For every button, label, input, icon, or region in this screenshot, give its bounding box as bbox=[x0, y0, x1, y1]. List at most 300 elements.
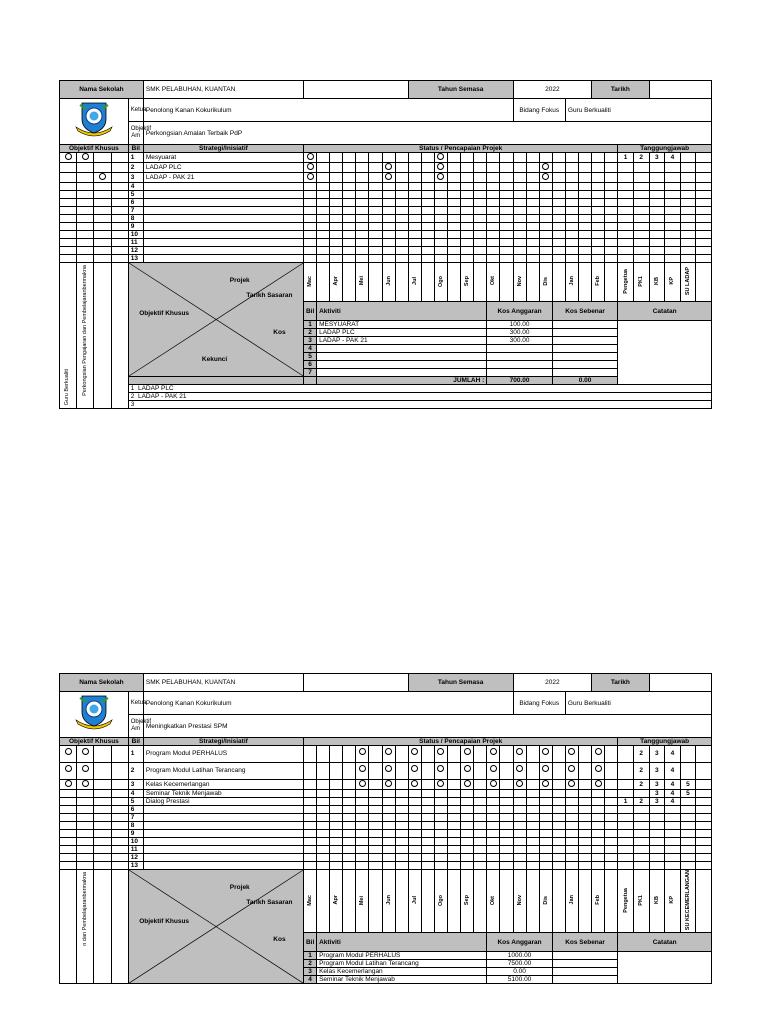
status-cell bbox=[565, 862, 578, 870]
status-cell bbox=[539, 746, 552, 763]
status-cell bbox=[592, 790, 605, 798]
responsibility-cell bbox=[618, 183, 634, 191]
strategy-cell: LADAP PLC bbox=[143, 163, 303, 173]
objective-cell bbox=[60, 215, 77, 223]
responsibility-cell bbox=[680, 191, 696, 199]
status-cell bbox=[565, 790, 578, 798]
objective-cell bbox=[60, 838, 77, 846]
status-cell bbox=[539, 854, 552, 862]
objective-cell bbox=[77, 215, 94, 223]
status-cell bbox=[356, 838, 369, 846]
responsibility-cell bbox=[696, 191, 712, 199]
status-cell bbox=[474, 199, 487, 207]
responsibility-cell bbox=[618, 191, 634, 199]
status-cell bbox=[539, 153, 552, 163]
status-cell bbox=[565, 153, 578, 163]
responsibility-cell bbox=[680, 239, 696, 247]
objektif-am-label: Objektif Am bbox=[128, 715, 143, 738]
strategy-row bbox=[60, 173, 712, 183]
objective-cell bbox=[77, 173, 94, 183]
responsibility-cell bbox=[680, 822, 696, 830]
objective-cell bbox=[60, 247, 77, 255]
bil-cell: 4 bbox=[128, 183, 143, 191]
status-cell bbox=[317, 231, 330, 239]
status-cell bbox=[382, 173, 395, 183]
status-circle-icon bbox=[542, 748, 549, 755]
status-cell bbox=[539, 183, 552, 191]
strategy-row bbox=[60, 862, 712, 870]
month-label: Sep bbox=[464, 275, 471, 287]
status-cell bbox=[578, 806, 591, 814]
status-cell bbox=[539, 862, 552, 870]
status-cell bbox=[317, 239, 330, 247]
bottom-item: 2 LADAP - PAK 21 bbox=[128, 393, 711, 401]
status-cell bbox=[487, 822, 500, 830]
status-cell bbox=[330, 806, 343, 814]
objective-cell bbox=[60, 846, 77, 854]
activity-cost-budget: 0.00 bbox=[487, 968, 553, 976]
status-cell bbox=[526, 790, 539, 798]
objective-cell bbox=[111, 798, 128, 806]
status-circle-icon bbox=[516, 765, 523, 772]
status-cell bbox=[395, 790, 408, 798]
responsibility-cell bbox=[696, 223, 712, 231]
responsibility-cell bbox=[633, 173, 649, 183]
status-cell bbox=[395, 838, 408, 846]
responsibility-cell: 2 bbox=[633, 763, 649, 780]
status-cell bbox=[330, 830, 343, 838]
status-cell bbox=[539, 790, 552, 798]
status-cell bbox=[487, 806, 500, 814]
status-cell bbox=[565, 183, 578, 191]
objektif-am-value: Meningkatkan Prestasi SPM bbox=[143, 715, 711, 738]
responsibility-cell bbox=[633, 163, 649, 173]
responsibility-cell: 3 bbox=[649, 780, 665, 790]
status-cell bbox=[605, 790, 618, 798]
status-circle-icon bbox=[307, 173, 314, 180]
status-cell bbox=[382, 215, 395, 223]
responsibility-cell bbox=[633, 830, 649, 838]
responsibility-cell: 3 bbox=[649, 153, 665, 163]
status-cell bbox=[434, 239, 447, 247]
responsibility-cell bbox=[633, 255, 649, 263]
status-cell bbox=[565, 191, 578, 199]
objective-cell bbox=[111, 806, 128, 814]
status-cell bbox=[592, 746, 605, 763]
responsibility-role: KP bbox=[669, 277, 676, 285]
status-cell bbox=[565, 163, 578, 173]
status-cell bbox=[421, 183, 434, 191]
activity-number: 2 bbox=[303, 960, 316, 968]
status-cell bbox=[421, 255, 434, 263]
status-cell bbox=[461, 790, 474, 798]
status-cell bbox=[356, 199, 369, 207]
status-cell bbox=[369, 255, 382, 263]
status-cell bbox=[448, 163, 461, 173]
aktiviti-header: Aktiviti bbox=[317, 933, 487, 952]
status-cell bbox=[605, 763, 618, 780]
responsibility-cell bbox=[665, 183, 681, 191]
status-cell bbox=[382, 183, 395, 191]
strategy-cell: Program Modul PERHALUS bbox=[143, 746, 303, 763]
status-cell bbox=[395, 846, 408, 854]
responsibility-cell bbox=[649, 173, 665, 183]
status-cell bbox=[369, 822, 382, 830]
objective-cell bbox=[94, 215, 111, 223]
status-cell bbox=[434, 223, 447, 231]
status-cell bbox=[487, 790, 500, 798]
objective-cell bbox=[60, 255, 77, 263]
responsibility-cell bbox=[665, 814, 681, 822]
status-cell bbox=[474, 846, 487, 854]
status-cell bbox=[382, 838, 395, 846]
status-cell bbox=[395, 223, 408, 231]
strategy-row bbox=[60, 830, 712, 838]
diagram-lines bbox=[129, 870, 303, 983]
bil-cell: 10 bbox=[128, 838, 143, 846]
status-cell bbox=[421, 830, 434, 838]
objective-cell bbox=[77, 153, 94, 163]
status-cell bbox=[356, 854, 369, 862]
status-cell bbox=[448, 191, 461, 199]
strategy-row bbox=[60, 780, 712, 790]
status-cell bbox=[448, 830, 461, 838]
responsibility-cell bbox=[618, 239, 634, 247]
strategy-row bbox=[60, 798, 712, 806]
activity-cost-budget: 7500.00 bbox=[487, 960, 553, 968]
status-cell bbox=[369, 223, 382, 231]
objective-cell bbox=[94, 255, 111, 263]
strategy-cell bbox=[143, 207, 303, 215]
responsibility-cell bbox=[649, 207, 665, 215]
responsibility-cell bbox=[649, 239, 665, 247]
bil-header: Bil bbox=[128, 738, 143, 746]
responsibility-cell bbox=[665, 247, 681, 255]
objective-cell bbox=[111, 763, 128, 780]
status-cell bbox=[303, 790, 316, 798]
activity-number: 3 bbox=[303, 968, 316, 976]
status-cell bbox=[605, 854, 618, 862]
status-circle-icon bbox=[437, 173, 444, 180]
status-cell bbox=[578, 183, 591, 191]
objective-circle-icon bbox=[65, 765, 72, 772]
responsibility-cell bbox=[665, 255, 681, 263]
strategy-cell bbox=[143, 838, 303, 846]
objective-cell bbox=[111, 199, 128, 207]
status-cell bbox=[539, 239, 552, 247]
status-circle-icon bbox=[595, 765, 602, 772]
status-cell bbox=[565, 215, 578, 223]
bil-cell: 7 bbox=[128, 207, 143, 215]
activity-cost-actual bbox=[552, 361, 618, 369]
month-label: Nov bbox=[516, 894, 523, 906]
status-cell bbox=[343, 255, 356, 263]
strategy-row bbox=[60, 223, 712, 231]
status-cell bbox=[408, 806, 421, 814]
ketua-value: Penolong Kanan Kokurikulum bbox=[143, 99, 513, 122]
status-cell bbox=[487, 153, 500, 163]
objective-cell bbox=[60, 830, 77, 838]
responsibility-cell: 5 bbox=[680, 780, 696, 790]
month-label: Feb bbox=[595, 895, 602, 905]
status-circle-icon bbox=[595, 748, 602, 755]
bottom-row bbox=[60, 385, 712, 393]
responsibility-cell bbox=[680, 215, 696, 223]
status-cell bbox=[330, 199, 343, 207]
status-header: Status / Pencapaian Projek bbox=[303, 738, 617, 746]
objektif-khusus-header: Objektif Khusus bbox=[60, 738, 129, 746]
responsibility-cell bbox=[633, 191, 649, 199]
activity-cost-budget: 100.00 bbox=[487, 321, 553, 329]
status-cell bbox=[592, 830, 605, 838]
status-cell bbox=[539, 255, 552, 263]
status-cell bbox=[474, 255, 487, 263]
objective-circle-icon bbox=[65, 780, 72, 787]
status-cell bbox=[330, 798, 343, 806]
bil-cell: 11 bbox=[128, 846, 143, 854]
bil-header: Bil bbox=[128, 145, 143, 153]
objective-cell bbox=[111, 862, 128, 870]
status-cell bbox=[592, 780, 605, 790]
status-cell bbox=[461, 746, 474, 763]
bil-cell: 4 bbox=[128, 790, 143, 798]
objective-cell bbox=[60, 231, 77, 239]
objective-cell bbox=[77, 239, 94, 247]
status-cell bbox=[421, 199, 434, 207]
status-cell bbox=[343, 173, 356, 183]
responsibility-cell bbox=[649, 822, 665, 830]
responsibility-cell bbox=[680, 814, 696, 822]
responsibility-cell bbox=[696, 780, 712, 790]
status-cell bbox=[605, 223, 618, 231]
status-cell bbox=[500, 854, 513, 862]
status-cell bbox=[552, 207, 565, 215]
school-crest-icon bbox=[72, 692, 116, 730]
status-cell bbox=[461, 846, 474, 854]
status-cell bbox=[343, 153, 356, 163]
status-cell bbox=[526, 814, 539, 822]
status-cell bbox=[500, 763, 513, 780]
status-cell bbox=[303, 207, 316, 215]
status-cell bbox=[461, 806, 474, 814]
objective-cell bbox=[60, 798, 77, 806]
status-cell bbox=[330, 763, 343, 780]
bil-cell: 5 bbox=[128, 798, 143, 806]
objective-cell bbox=[111, 814, 128, 822]
month-label: Jan bbox=[568, 276, 575, 286]
objective-cell bbox=[111, 191, 128, 199]
status-cell bbox=[605, 239, 618, 247]
status-cell bbox=[448, 173, 461, 183]
status-cell bbox=[408, 790, 421, 798]
status-cell bbox=[434, 255, 447, 263]
status-cell bbox=[461, 153, 474, 163]
objective-circle-icon bbox=[65, 153, 72, 160]
objective-cell bbox=[60, 239, 77, 247]
objective-cell bbox=[60, 814, 77, 822]
status-cell bbox=[448, 153, 461, 163]
strategy-cell bbox=[143, 822, 303, 830]
status-cell bbox=[356, 153, 369, 163]
status-cell bbox=[421, 191, 434, 199]
strategy-row bbox=[60, 763, 712, 780]
status-cell bbox=[343, 830, 356, 838]
kos-label: Kos bbox=[273, 328, 286, 336]
status-cell bbox=[330, 846, 343, 854]
status-cell bbox=[578, 790, 591, 798]
status-cell bbox=[382, 247, 395, 255]
status-cell bbox=[448, 746, 461, 763]
objective-cell bbox=[111, 215, 128, 223]
activity-cost-actual bbox=[552, 960, 618, 968]
status-circle-icon bbox=[490, 765, 497, 772]
status-cell bbox=[605, 814, 618, 822]
status-cell bbox=[500, 223, 513, 231]
objective-cell bbox=[94, 163, 111, 173]
status-cell bbox=[408, 763, 421, 780]
activity-cost-actual bbox=[552, 321, 618, 329]
bottom-item: 1 LADAP PLC bbox=[128, 385, 711, 393]
status-cell bbox=[474, 215, 487, 223]
status-cell bbox=[434, 806, 447, 814]
responsibility-cell bbox=[696, 173, 712, 183]
status-cell bbox=[408, 163, 421, 173]
status-cell bbox=[343, 746, 356, 763]
status-cell bbox=[382, 199, 395, 207]
status-cell bbox=[408, 231, 421, 239]
status-cell bbox=[395, 798, 408, 806]
status-cell bbox=[500, 183, 513, 191]
status-cell bbox=[461, 255, 474, 263]
strategy-cell bbox=[143, 247, 303, 255]
status-cell bbox=[552, 153, 565, 163]
objective-cell bbox=[60, 854, 77, 862]
status-cell bbox=[513, 798, 526, 806]
responsibility-cell bbox=[680, 862, 696, 870]
tarikh-label: Tarikh bbox=[592, 81, 649, 99]
nama-sekolah-label: Nama Sekolah bbox=[60, 674, 144, 692]
status-cell bbox=[487, 814, 500, 822]
status-cell bbox=[565, 223, 578, 231]
status-cell bbox=[592, 191, 605, 199]
responsibility-cell bbox=[618, 231, 634, 239]
responsibility-cell bbox=[680, 838, 696, 846]
status-circle-icon bbox=[437, 153, 444, 160]
activity-number: 6 bbox=[303, 361, 316, 369]
catatan-cell bbox=[618, 952, 712, 984]
jumlah-anggaran: 700.00 bbox=[487, 377, 553, 385]
status-cell bbox=[605, 215, 618, 223]
strategy-cell bbox=[143, 255, 303, 263]
status-cell bbox=[343, 838, 356, 846]
status-cell bbox=[317, 191, 330, 199]
status-cell bbox=[552, 763, 565, 780]
status-cell bbox=[526, 173, 539, 183]
status-cell bbox=[434, 163, 447, 173]
status-cell bbox=[303, 223, 316, 231]
objektif-am-value: Perkongsian Amalan Terbaik PdP bbox=[143, 122, 711, 145]
status-cell bbox=[605, 173, 618, 183]
status-circle-icon bbox=[542, 765, 549, 772]
status-cell bbox=[317, 255, 330, 263]
status-cell bbox=[526, 746, 539, 763]
activity-name: LADAP - PAK 21 bbox=[317, 337, 487, 345]
status-cell bbox=[330, 247, 343, 255]
status-cell bbox=[513, 255, 526, 263]
status-cell bbox=[434, 247, 447, 255]
status-cell bbox=[317, 790, 330, 798]
responsibility-cell bbox=[696, 215, 712, 223]
status-cell bbox=[513, 207, 526, 215]
objective-cell bbox=[94, 806, 111, 814]
status-cell bbox=[461, 822, 474, 830]
status-cell bbox=[474, 814, 487, 822]
responsibility-cell bbox=[649, 830, 665, 838]
status-cell bbox=[552, 231, 565, 239]
status-cell bbox=[356, 173, 369, 183]
strategy-row bbox=[60, 838, 712, 846]
status-cell bbox=[343, 215, 356, 223]
activity-name: MESYUARAT bbox=[317, 321, 487, 329]
status-cell bbox=[578, 173, 591, 183]
status-cell bbox=[421, 215, 434, 223]
status-cell bbox=[356, 183, 369, 191]
status-cell bbox=[408, 780, 421, 790]
activity-cost-budget: 300.00 bbox=[487, 337, 553, 345]
status-cell bbox=[500, 207, 513, 215]
strategy-row bbox=[60, 239, 712, 247]
status-cell bbox=[448, 247, 461, 255]
status-cell bbox=[421, 173, 434, 183]
activity-number: 1 bbox=[303, 321, 316, 329]
month-label: Ogo bbox=[437, 894, 444, 906]
status-cell bbox=[369, 830, 382, 838]
tarikh-label: Tarikh bbox=[592, 674, 649, 692]
status-cell bbox=[513, 153, 526, 163]
status-cell bbox=[539, 207, 552, 215]
bil-cell: 10 bbox=[128, 231, 143, 239]
status-cell bbox=[539, 215, 552, 223]
catatan-cell bbox=[618, 321, 712, 385]
status-cell bbox=[330, 183, 343, 191]
objective-cell bbox=[77, 846, 94, 854]
objective-circle-icon bbox=[82, 748, 89, 755]
responsibility-cell bbox=[633, 239, 649, 247]
status-cell bbox=[382, 806, 395, 814]
month-label: Mei bbox=[359, 276, 366, 286]
status-cell bbox=[448, 207, 461, 215]
status-cell bbox=[408, 207, 421, 215]
responsibility-cell bbox=[665, 822, 681, 830]
responsibility-cell bbox=[649, 231, 665, 239]
responsibility-cell bbox=[680, 173, 696, 183]
status-cell bbox=[592, 223, 605, 231]
responsibility-cell bbox=[696, 763, 712, 780]
objective-cell bbox=[111, 247, 128, 255]
responsibility-role: PK1 bbox=[638, 894, 645, 906]
status-cell bbox=[487, 255, 500, 263]
status-cell bbox=[500, 199, 513, 207]
status-cell bbox=[408, 830, 421, 838]
status-cell bbox=[317, 798, 330, 806]
status-cell bbox=[592, 255, 605, 263]
responsibility-cell bbox=[649, 183, 665, 191]
responsibility-cell: 4 bbox=[665, 790, 681, 798]
status-cell bbox=[461, 183, 474, 191]
objective-cell bbox=[94, 173, 111, 183]
month-label: Jun bbox=[385, 276, 392, 286]
responsibility-cell bbox=[665, 163, 681, 173]
